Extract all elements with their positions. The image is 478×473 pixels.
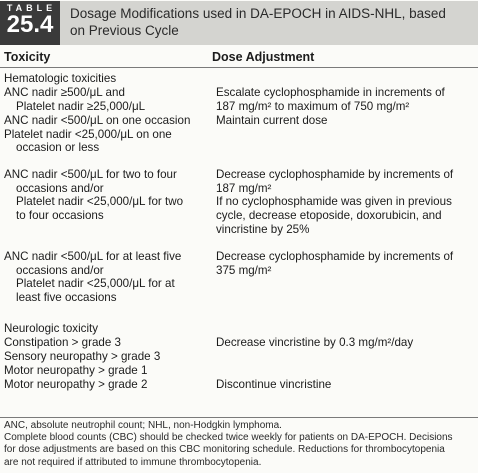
table-body: Hematologic toxicities ANC nadir ≥500/μL and Platelet nadir ≥25,000/μL Escalate cyclophosphamide in increments of 187 mg/m² to maximum of 750 mg/m² ANC nadir <500/μL on one occasion Platelet nadir <25,000/μL on one occasion or less Maintain current dose ANC nadir <500/μL for two to four occasions and/or Platelet nadir <25,000/μL for two to four occasions Decrease cyclophosphamide by increments of 187 mg/m² If no cyclophosphamide was given in previous cycle, decrease etoposide, doxorubicin, and vincristine by 25% ANC nadir <500/μL for at least five occasions and/or Platelet nadir <25,000/μL for at least five occasions Decrease cyclophosphamide by increments of 375 mg/m² Neurologic toxicity Constipation > grade 3 Decrease vincristine by 0.3 mg/m²/day Sensory neuropathy > grade 3 Motor neuropathy > grade 1 Motor neuropathy > grade 2 Discontinue vincristine bbox=[0, 72, 478, 418]
footnote-line: Complete blood counts (CBC) should be checked twice weekly for patients on DA-EPOCH. Decisions bbox=[4, 432, 453, 444]
dose-cell: 375 mg/m² bbox=[216, 263, 272, 277]
footnote-line: are not required if attributed to immune thrombocytopenia. bbox=[4, 456, 262, 468]
toxicity-cell: ANC nadir ≥500/μL and bbox=[4, 86, 125, 99]
toxicity-cell: ANC nadir <500/μL for at least five bbox=[4, 250, 182, 263]
dose-cell: 187 mg/m² to maximum of 750 mg/m² bbox=[216, 99, 410, 113]
toxicity-cell: ANC nadir <500/μL for two to four bbox=[4, 168, 177, 181]
header-toxicity: Toxicity bbox=[4, 50, 51, 64]
dose-cell: Escalate cyclophosphamide in increments of bbox=[216, 86, 445, 99]
toxicity-cell: occasions and/or bbox=[16, 263, 104, 277]
toxicity-cell: occasion or less bbox=[16, 141, 100, 155]
toxicity-cell: Platelet nadir ≥25,000/μL bbox=[16, 99, 146, 113]
toxicity-cell: occasions and/or bbox=[16, 181, 104, 195]
dose-cell: Decrease cyclophosphamide by increments of bbox=[216, 168, 454, 181]
dose-cell: If no cyclophosphamide was given in previous bbox=[216, 195, 452, 209]
table-title bbox=[60, 1, 478, 45]
toxicity-cell: Sensory neuropathy > grade 3 bbox=[4, 350, 161, 363]
toxicity-cell: Constipation > grade 3 bbox=[4, 336, 121, 349]
footnote-line: ANC, absolute neutrophil count; NHL, non-Hodgkin lymphoma. bbox=[4, 420, 282, 431]
dose-cell: Decrease vincristine by 0.3 mg/m²/day bbox=[216, 336, 414, 349]
toxicity-cell: Platelet nadir <25,000/μL for two bbox=[16, 195, 184, 209]
toxicity-cell: to four occasions bbox=[16, 209, 104, 223]
badge-word: TABLE bbox=[6, 3, 57, 13]
dose-cell: cycle, decrease etoposide, doxorubicin, and bbox=[216, 209, 442, 223]
toxicity-cell: Platelet nadir <25,000/μL on one bbox=[4, 127, 172, 141]
toxicity-cell: Motor neuropathy > grade 1 bbox=[4, 364, 148, 377]
toxicity-cell: ANC nadir <500/μL on one occasion bbox=[4, 114, 191, 127]
title-line-1: Dosage Modifications used in DA-EPOCH in AIDS-NHL, based bbox=[70, 6, 446, 21]
badge-number: 25.4 bbox=[6, 11, 54, 38]
table-footnotes bbox=[4, 420, 476, 469]
table-bottom-rule bbox=[0, 417, 478, 418]
table-badge bbox=[0, 1, 60, 45]
title-line-2: on Previous Cycle bbox=[70, 23, 179, 38]
dose-cell: Decrease cyclophosphamide by increments of bbox=[216, 250, 454, 263]
dose-cell: vincristine by 25% bbox=[216, 222, 310, 236]
toxicity-cell: Platelet nadir <25,000/μL for at bbox=[16, 277, 175, 291]
toxicity-cell: Motor neuropathy > grade 2 bbox=[4, 378, 148, 391]
header-dose-adjustment: Dose Adjustment bbox=[212, 50, 315, 64]
footnote-line: for dose adjustments are based on this CBC monitoring schedule. Reductions for thrombocytopenia bbox=[4, 444, 445, 456]
dose-cell: Maintain current dose bbox=[216, 114, 328, 127]
dose-cell: Discontinue vincristine bbox=[216, 378, 332, 391]
toxicity-cell: least five occasions bbox=[16, 291, 117, 305]
dose-cell: 187 mg/m² bbox=[216, 181, 272, 195]
table-header bbox=[0, 47, 478, 68]
